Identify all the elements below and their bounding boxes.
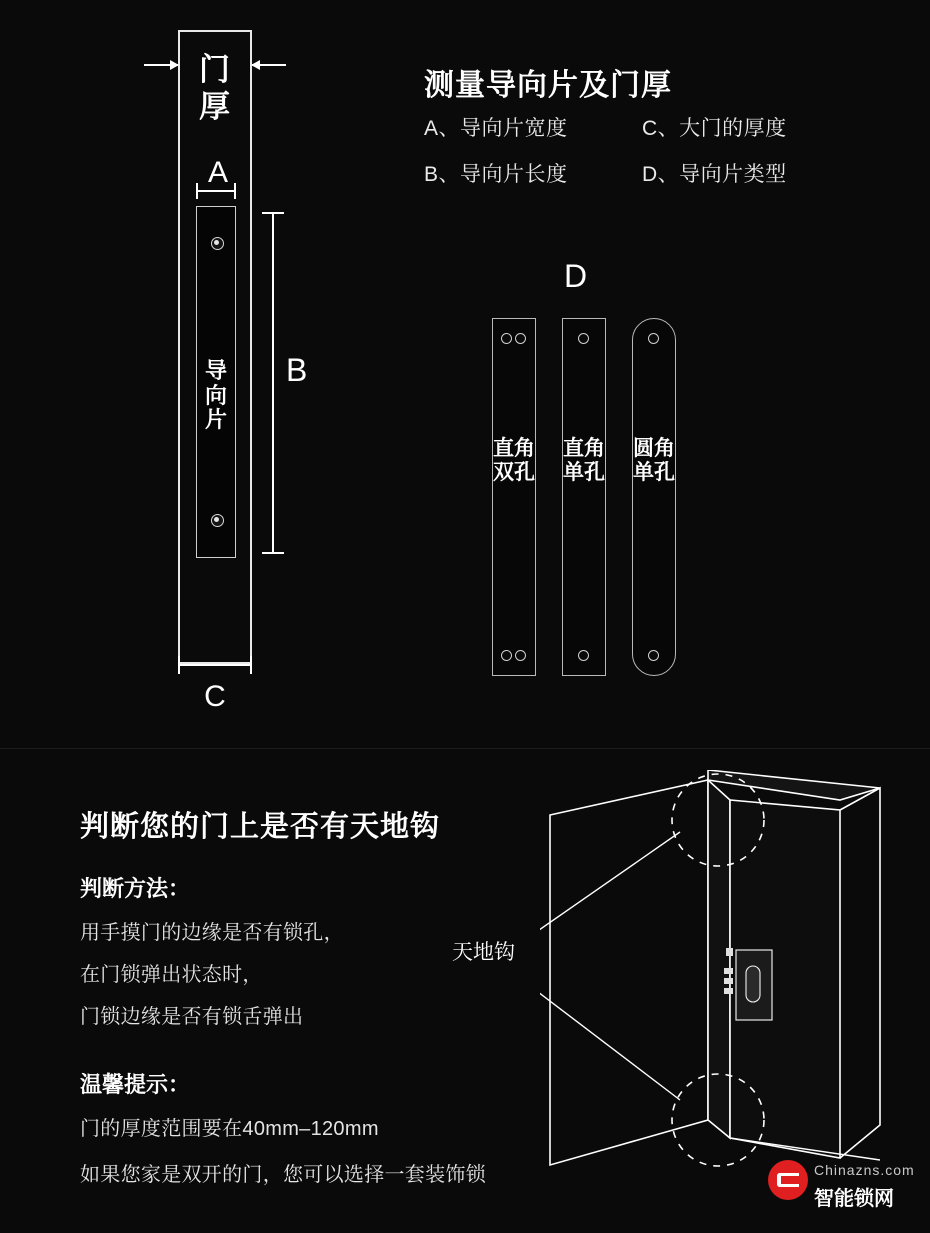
watermark [768, 1158, 918, 1216]
dimension-a-label: A [207, 156, 228, 189]
door-svg [540, 770, 920, 1190]
guide-plate-label: 导向片 [204, 358, 227, 433]
legend-item-a: A、导向片宽度 [424, 117, 568, 140]
hole-icon [515, 333, 526, 344]
dimension-a-line [196, 190, 236, 192]
tips-line-2: 如果您家是双开的门，您可以选择一套装饰锁 [80, 1164, 486, 1186]
watermark-brand: 智能锁网 [814, 1188, 894, 1210]
method-line-3: 门锁边缘是否有锁舌弹出 [80, 1006, 304, 1028]
plate-type-round-one-hole [632, 318, 676, 676]
hole-icon [578, 333, 589, 344]
dimension-c-line [178, 664, 252, 666]
hole-icon [648, 650, 659, 661]
door-thickness-label: 门厚 [199, 52, 231, 124]
thickness-arrow-left-icon [144, 64, 178, 66]
plate-type-label: 圆角单孔 [633, 437, 675, 485]
hook-heading: 判断您的门上是否有天地钩 [80, 811, 441, 843]
plate-type-label: 直角双孔 [493, 437, 535, 485]
hook-callout-label: 天地钩 [452, 941, 515, 964]
hole-icon [501, 650, 512, 661]
tips-title: 温馨提示： [80, 1072, 191, 1097]
door-perspective-illustration [540, 770, 920, 1190]
plate-type-square-one-hole [562, 318, 606, 676]
dimension-b-label: B [286, 352, 308, 388]
method-line-1: 用手摸门的边缘是否有锁孔， [80, 922, 344, 944]
legend-item-c: C、大门的厚度 [642, 117, 787, 140]
hole-icon [648, 333, 659, 344]
legend-row [424, 158, 884, 188]
hole-icon [501, 333, 512, 344]
method-line-2: 在门锁弹出状态时， [80, 964, 263, 986]
legend-item-b: B、导向片长度 [424, 163, 568, 186]
plate-type-label: 直角单孔 [563, 437, 605, 485]
dimension-c-label: C [204, 680, 226, 713]
dimension-b-line [272, 212, 274, 554]
legend-item-d: D、导向片类型 [642, 163, 787, 186]
method-title: 判断方法： [80, 876, 191, 901]
watermark-domain: Chinazns.com [814, 1162, 915, 1178]
thickness-arrow-right-icon [252, 64, 286, 66]
plate-type-square-two-hole [492, 318, 536, 676]
tips-line-1: 门的厚度范围要在40mm–120mm [80, 1118, 379, 1140]
measure-heading: 测量导向片及门厚 [424, 69, 672, 102]
dimension-d-label: D [564, 258, 588, 294]
section-divider [0, 748, 930, 749]
hole-icon [578, 650, 589, 661]
screw-hole-icon [211, 514, 224, 527]
guide-plate-illustration [196, 206, 236, 558]
hole-icon [515, 650, 526, 661]
measure-legend [424, 112, 884, 204]
brand-logo-icon [768, 1160, 808, 1200]
legend-row [424, 112, 884, 142]
plate-type-group [492, 318, 702, 678]
screw-hole-icon [211, 237, 224, 250]
